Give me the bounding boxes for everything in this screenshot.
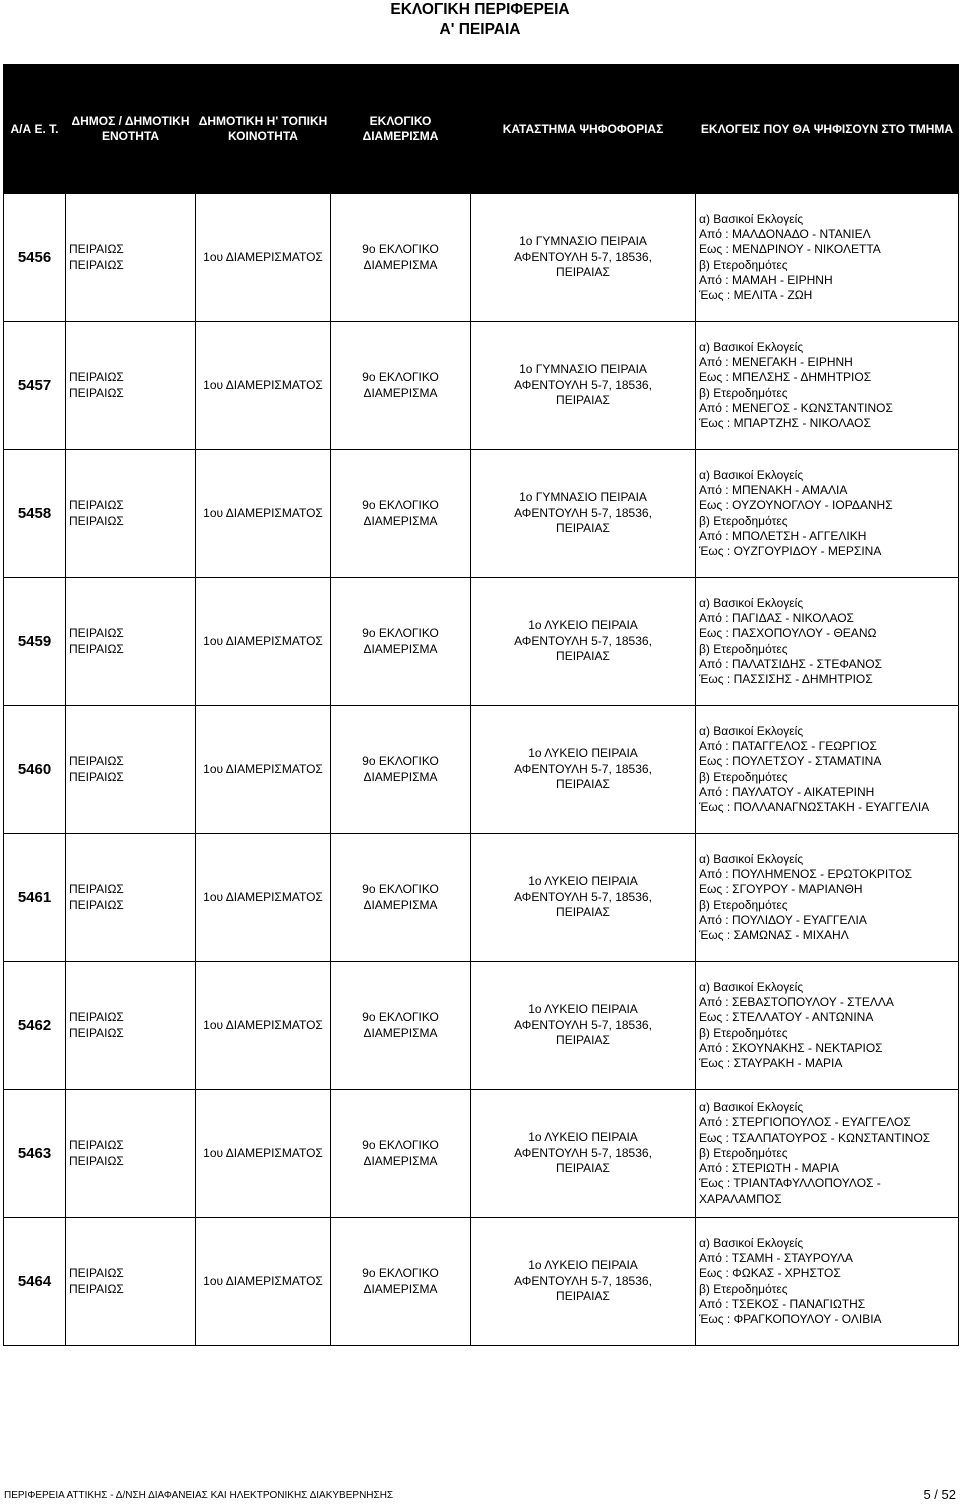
row-municipality (66, 706, 196, 834)
row-number: 5461 (4, 834, 66, 962)
table-header-row (4, 65, 959, 194)
voters-line: α) Βασικοί Εκλογείς (699, 723, 804, 738)
voters-line: β) Ετεροδημότες (699, 641, 788, 656)
table-row (4, 194, 959, 322)
row-municipality (66, 450, 196, 578)
voters-line: Έως : ΦΡΑΓΚΟΠΟΥΛΟΥ - ΟΛΙΒΙΑ (699, 1312, 882, 1327)
district-line-1: 9ο ΕΚΛΟΓΙΚΟ (362, 1138, 439, 1152)
voters-line: Από : ΣΕΒΑΣΤΟΠΟΥΛΟΥ - ΣΤΕΛΛΑ (699, 994, 894, 1009)
station-city: ΠΕΙΡΑΙΑΣ (556, 1033, 610, 1048)
municipality-line-2: ΠΕΙΡΑΙΩΣ (69, 897, 124, 912)
row-municipality (66, 578, 196, 706)
header-municipality (66, 65, 196, 194)
voters-line: Εως : ΣΓΟΥΡΟΥ - ΜΑΡΙΑΝΘΗ (699, 882, 863, 897)
station-city: ΠΕΙΡΑΙΑΣ (556, 521, 610, 536)
station-name: 1ο ΓΥΜΝΑΣΙΟ ΠΕΙΡΑΙΑ (519, 234, 647, 249)
voters-line: β) Ετεροδημότες (699, 1281, 788, 1296)
municipality-line-2: ΠΕΙΡΑΙΩΣ (69, 1153, 124, 1168)
row-station (471, 578, 696, 706)
station-name: 1ο ΛΥΚΕΙΟ ΠΕΙΡΑΙΑ (528, 1002, 638, 1017)
table-row (4, 578, 959, 706)
title-line-2: Α' ΠΕΙΡΑΙΑ (439, 21, 521, 38)
row-community: 1ου ΔΙΑΜΕΡΙΣΜΑΤΟΣ (196, 1218, 331, 1346)
district-line-2: ΔΙΑΜΕΡΙΣΜΑ (363, 513, 438, 528)
station-address: ΑΦΕΝΤΟΥΛΗ 5-7, 18536, (514, 377, 652, 392)
station-city: ΠΕΙΡΑΙΑΣ (556, 905, 610, 920)
voters-line: β) Ετεροδημότες (699, 1145, 788, 1160)
voters-line: α) Βασικοί Εκλογείς (699, 339, 804, 354)
row-station (471, 322, 696, 450)
header-station: ΚΑΤΑΣΤΗΜΑ ΨΗΦΟΦΟΡΙΑΣ (471, 65, 696, 194)
voters-line: Από : ΜΑΛΔΟΝΑΔΟ - ΝΤΑΝΙΕΛ (699, 226, 871, 241)
municipality-line-1: ΠΕΙΡΑΙΩΣ (69, 754, 124, 768)
header-community (196, 65, 331, 194)
municipality-line-2: ΠΕΙΡΑΙΩΣ (69, 1281, 124, 1296)
row-community: 1ου ΔΙΑΜΕΡΙΣΜΑΤΟΣ (196, 578, 331, 706)
voters-line: Εως : ΤΣΑΛΠΑΤΟΥΡΟΣ - ΚΩΝΣΤΑΝΤΙΝΟΣ (699, 1130, 931, 1145)
station-city: ΠΕΙΡΑΙΑΣ (556, 777, 610, 792)
voters-line: β) Ετεροδημότες (699, 897, 788, 912)
municipality-line-2: ΠΕΙΡΑΙΩΣ (69, 385, 124, 400)
row-voters (696, 834, 959, 962)
voters-line: α) Βασικοί Εκλογείς (699, 595, 804, 610)
row-community: 1ου ΔΙΑΜΕΡΙΣΜΑΤΟΣ (196, 194, 331, 322)
station-name: 1ο ΛΥΚΕΙΟ ΠΕΙΡΑΙΑ (528, 1130, 638, 1145)
row-number: 5462 (4, 962, 66, 1090)
row-municipality (66, 322, 196, 450)
voters-line: Από : ΠΑΛΑΤΣΙΔΗΣ - ΣΤΕΦΑΝΟΣ (699, 656, 883, 671)
district-line-2: ΔΙΑΜΕΡΙΣΜΑ (363, 769, 438, 784)
row-municipality (66, 962, 196, 1090)
voters-line: α) Βασικοί Εκλογείς (699, 1099, 804, 1114)
voters-line: α) Βασικοί Εκλογείς (699, 211, 804, 226)
row-community: 1ου ΔΙΑΜΕΡΙΣΜΑΤΟΣ (196, 322, 331, 450)
voters-line: α) Βασικοί Εκλογείς (699, 1235, 804, 1250)
voters-line: Εως : ΜΠΕΛΣΗΣ - ΔΗΜΗΤΡΙΟΣ (699, 370, 872, 385)
voters-line: Έως : ΜΕΛΙΤΑ - ΖΩΗ (699, 288, 813, 303)
voters-line: β) Ετεροδημότες (699, 385, 788, 400)
municipality-line-1: ΠΕΙΡΑΙΩΣ (69, 242, 124, 256)
district-line-1: 9ο ΕΚΛΟΓΙΚΟ (362, 882, 439, 896)
row-station (471, 450, 696, 578)
row-community: 1ου ΔΙΑΜΕΡΙΣΜΑΤΟΣ (196, 1090, 331, 1218)
row-district (331, 450, 471, 578)
row-community: 1ου ΔΙΑΜΕΡΙΣΜΑΤΟΣ (196, 962, 331, 1090)
voters-line: Από : ΜΑΜΑΗ - ΕΙΡΗΝΗ (699, 272, 833, 287)
row-voters (696, 1090, 959, 1218)
municipality-line-2: ΠΕΙΡΑΙΩΣ (69, 513, 124, 528)
station-address: ΑΦΕΝΤΟΥΛΗ 5-7, 18536, (514, 889, 652, 904)
district-line-2: ΔΙΑΜΕΡΙΣΜΑ (363, 897, 438, 912)
district-line-2: ΔΙΑΜΕΡΙΣΜΑ (363, 257, 438, 272)
voters-line: Από : ΠΟΥΛΗΜΕΝΟΣ - ΕΡΩΤΟΚΡΙΤΟΣ (699, 866, 913, 881)
header-community-line-2: ΚΟΙΝΟΤΗΤΑ (228, 129, 298, 143)
station-city: ΠΕΙΡΑΙΑΣ (556, 1289, 610, 1304)
header-community-line-1: ΔΗΜΟΤΙΚΗ Η' ΤΟΠΙΚΗ (198, 114, 328, 128)
voters-line: Έως : ΠΟΛΛΑΝΑΓΝΩΣΤΑΚΗ - ΕΥΑΓΓΕΛΙΑ (699, 800, 930, 815)
header-aa: Α/Α Ε. Τ. (4, 65, 66, 194)
title-line-1: ΕΚΛΟΓΙΚΗ ΠΕΡΙΦΕΡΕΙΑ (390, 1, 570, 18)
voters-line: ΧΑΡΑΛΑΜΠΟΣ (699, 1191, 782, 1206)
district-line-1: 9ο ΕΚΛΟΓΙΚΟ (362, 1010, 439, 1024)
voters-line: Εως : ΣΤΕΛΛΑΤΟΥ - ΑΝΤΩΝΙΝΑ (699, 1010, 874, 1025)
voters-line: Έως : ΣΤΑΥΡΑΚΗ - ΜΑΡΙΑ (699, 1056, 843, 1071)
voters-line: Από : ΤΣΑΜΗ - ΣΤΑΥΡΟΥΛΑ (699, 1250, 853, 1265)
station-city: ΠΕΙΡΑΙΑΣ (556, 649, 610, 664)
voters-line: Από : ΤΣΕΚΟΣ - ΠΑΝΑΓΙΩΤΗΣ (699, 1296, 866, 1311)
row-municipality (66, 834, 196, 962)
row-station (471, 194, 696, 322)
table-row (4, 706, 959, 834)
municipality-line-1: ΠΕΙΡΑΙΩΣ (69, 626, 124, 640)
voters-line: Εως : ΦΩΚΑΣ - ΧΡΗΣΤΟΣ (699, 1266, 841, 1281)
voters-line: β) Ετεροδημότες (699, 1025, 788, 1040)
station-city: ΠΕΙΡΑΙΑΣ (556, 265, 610, 280)
row-municipality (66, 1090, 196, 1218)
municipality-line-2: ΠΕΙΡΑΙΩΣ (69, 257, 124, 272)
row-district (331, 194, 471, 322)
voters-line: α) Βασικοί Εκλογείς (699, 467, 804, 482)
district-line-2: ΔΙΑΜΕΡΙΣΜΑ (363, 1281, 438, 1296)
row-community: 1ου ΔΙΑΜΕΡΙΣΜΑΤΟΣ (196, 706, 331, 834)
row-number: 5458 (4, 450, 66, 578)
station-address: ΑΦΕΝΤΟΥΛΗ 5-7, 18536, (514, 505, 652, 520)
row-municipality (66, 1218, 196, 1346)
municipality-line-1: ΠΕΙΡΑΙΩΣ (69, 882, 124, 896)
voters-line: Εως : ΟΥΖΟΥΝΟΓΛΟΥ - ΙΟΡΔΑΝΗΣ (699, 498, 893, 513)
municipality-line-1: ΠΕΙΡΑΙΩΣ (69, 1010, 124, 1024)
station-name: 1ο ΛΥΚΕΙΟ ΠΕΙΡΑΙΑ (528, 874, 638, 889)
station-city: ΠΕΙΡΑΙΑΣ (556, 1161, 610, 1176)
municipality-line-2: ΠΕΙΡΑΙΩΣ (69, 1025, 124, 1040)
district-line-1: 9ο ΕΚΛΟΓΙΚΟ (362, 242, 439, 256)
voters-line: Από : ΜΠΟΛΕΤΣΗ - ΑΓΓΕΛΙΚΗ (699, 528, 867, 543)
voters-line: Έως : ΜΠΑΡΤΖΗΣ - ΝΙΚΟΛΑΟΣ (699, 416, 871, 431)
station-name: 1ο ΛΥΚΕΙΟ ΠΕΙΡΑΙΑ (528, 618, 638, 633)
table-row (4, 1218, 959, 1346)
row-district (331, 834, 471, 962)
table-row (4, 1090, 959, 1218)
municipality-line-2: ΠΕΙΡΑΙΩΣ (69, 769, 124, 784)
row-station (471, 1090, 696, 1218)
municipality-line-2: ΠΕΙΡΑΙΩΣ (69, 641, 124, 656)
row-voters (696, 1218, 959, 1346)
header-municipality-line-1: ΔΗΜΟΣ / ΔΗΜΟΤΙΚΗ (71, 114, 190, 128)
voters-line: Από : ΠΑΤΑΓΓΕΛΟΣ - ΓΕΩΡΓΙΟΣ (699, 738, 877, 753)
row-number: 5460 (4, 706, 66, 834)
row-district (331, 1090, 471, 1218)
row-district (331, 322, 471, 450)
row-community: 1ου ΔΙΑΜΕΡΙΣΜΑΤΟΣ (196, 834, 331, 962)
voters-line: Από : ΜΕΝΕΓΟΣ - ΚΩΝΣΤΑΝΤΙΝΟΣ (699, 400, 893, 415)
row-station (471, 834, 696, 962)
voters-line: Εως : ΜΕΝΔΡΙΝΟΥ - ΝΙΚΟΛΕΤΤΑ (699, 242, 881, 257)
row-station (471, 1218, 696, 1346)
row-number: 5457 (4, 322, 66, 450)
station-address: ΑΦΕΝΤΟΥΛΗ 5-7, 18536, (514, 249, 652, 264)
district-line-1: 9ο ΕΚΛΟΓΙΚΟ (362, 1266, 439, 1280)
station-name: 1ο ΓΥΜΝΑΣΙΟ ΠΕΙΡΑΙΑ (519, 362, 647, 377)
row-station (471, 962, 696, 1090)
page-number: 5 / 52 (923, 1487, 956, 1502)
district-line-1: 9ο ΕΚΛΟΓΙΚΟ (362, 754, 439, 768)
station-name: 1ο ΓΥΜΝΑΣΙΟ ΠΕΙΡΑΙΑ (519, 490, 647, 505)
voters-line: Από : ΠΟΥΛΙΔΟΥ - ΕΥΑΓΓΕΛΙΑ (699, 912, 867, 927)
voters-line: Από : ΜΕΝΕΓΑΚΗ - ΕΙΡΗΝΗ (699, 354, 853, 369)
voters-line: Από : ΣΚΟΥΝΑΚΗΣ - ΝΕΚΤΑΡΙΟΣ (699, 1040, 883, 1055)
voters-line: Από : ΣΤΕΡΙΩΤΗ - ΜΑΡΙΑ (699, 1161, 840, 1176)
station-city: ΠΕΙΡΑΙΑΣ (556, 393, 610, 408)
row-voters (696, 962, 959, 1090)
row-community: 1ου ΔΙΑΜΕΡΙΣΜΑΤΟΣ (196, 450, 331, 578)
row-district (331, 706, 471, 834)
station-name: 1ο ΛΥΚΕΙΟ ΠΕΙΡΑΙΑ (528, 1258, 638, 1273)
header-district: ΕΚΛΟΓΙΚΟ ΔΙΑΜΕΡΙΣΜΑ (331, 65, 471, 194)
station-name: 1ο ΛΥΚΕΙΟ ΠΕΙΡΑΙΑ (528, 746, 638, 761)
table-row (4, 962, 959, 1090)
voters-line: Έως : ΠΑΣΣΙΣΗΣ - ΔΗΜΗΤΡΙΟΣ (699, 672, 873, 687)
municipality-line-1: ΠΕΙΡΑΙΩΣ (69, 498, 124, 512)
voters-line: Εως : ΠΟΥΛΕΤΣΟΥ - ΣΤΑΜΑΤΙΝΑ (699, 754, 882, 769)
district-line-2: ΔΙΑΜΕΡΙΣΜΑ (363, 1025, 438, 1040)
district-line-1: 9ο ΕΚΛΟΓΙΚΟ (362, 498, 439, 512)
row-number: 5463 (4, 1090, 66, 1218)
district-line-2: ΔΙΑΜΕΡΙΣΜΑ (363, 385, 438, 400)
row-district (331, 578, 471, 706)
row-municipality (66, 194, 196, 322)
page-title (0, 0, 960, 40)
row-number: 5456 (4, 194, 66, 322)
row-number: 5459 (4, 578, 66, 706)
district-line-2: ΔΙΑΜΕΡΙΣΜΑ (363, 641, 438, 656)
row-voters (696, 578, 959, 706)
row-station (471, 706, 696, 834)
voters-line: Από : ΠΑΥΛΑΤΟΥ - ΑΙΚΑΤΕΡΙΝΗ (699, 784, 875, 799)
voters-line: Έως : ΤΡΙΑΝΤΑΦΥΛΛΟΠΟΥΛΟΣ - (699, 1176, 881, 1191)
district-line-1: 9ο ΕΚΛΟΓΙΚΟ (362, 626, 439, 640)
voters-line: β) Ετεροδημότες (699, 769, 788, 784)
station-address: ΑΦΕΝΤΟΥΛΗ 5-7, 18536, (514, 1273, 652, 1288)
row-number: 5464 (4, 1218, 66, 1346)
voters-line: β) Ετεροδημότες (699, 257, 788, 272)
header-municipality-line-2: ΕΝΟΤΗΤΑ (101, 129, 160, 143)
voters-line: Από : ΣΤΕΡΓΙΟΠΟΥΛΟΣ - ΕΥΑΓΓΕΛΟΣ (699, 1115, 911, 1130)
voters-line: α) Βασικοί Εκλογείς (699, 979, 804, 994)
row-district (331, 1218, 471, 1346)
voters-line: α) Βασικοί Εκλογείς (699, 851, 804, 866)
station-address: ΑΦΕΝΤΟΥΛΗ 5-7, 18536, (514, 633, 652, 648)
header-voters: ΕΚΛΟΓΕΙΣ ΠΟΥ ΘΑ ΨΗΦΙΣΟΥΝ ΣΤΟ ΤΜΗΜΑ (696, 65, 959, 194)
district-line-1: 9ο ΕΚΛΟΓΙΚΟ (362, 370, 439, 384)
voters-line: Από : ΠΑΓΙΔΑΣ - ΝΙΚΟΛΑΟΣ (699, 610, 854, 625)
row-voters (696, 194, 959, 322)
voters-line: β) Ετεροδημότες (699, 513, 788, 528)
municipality-line-1: ΠΕΙΡΑΙΩΣ (69, 1138, 124, 1152)
footer-organization: ΠΕΡΙΦΕΡΕΙΑ ΑΤΤΙΚΗΣ - Δ/ΝΣΗ ΔΙΑΦΑΝΕΙΑΣ ΚΑΙ ΗΛΕΚΤΡΟΝΙΚΗΣ ΔΙΑΚΥΒΕΡΝΗΣΗΣ (4, 1490, 394, 1501)
row-voters (696, 706, 959, 834)
row-district (331, 962, 471, 1090)
voters-line: Από : ΜΠΕΝΑΚΗ - ΑΜΑΛΙΑ (699, 482, 848, 497)
table-row (4, 834, 959, 962)
district-line-2: ΔΙΑΜΕΡΙΣΜΑ (363, 1153, 438, 1168)
station-address: ΑΦΕΝΤΟΥΛΗ 5-7, 18536, (514, 1145, 652, 1160)
station-address: ΑΦΕΝΤΟΥΛΗ 5-7, 18536, (514, 761, 652, 776)
municipality-line-1: ΠΕΙΡΑΙΩΣ (69, 1266, 124, 1280)
voters-line: Έως : ΟΥΖΓΟΥΡΙΔΟΥ - ΜΕΡΣΙΝΑ (699, 544, 882, 559)
polling-stations-table (3, 64, 959, 1346)
municipality-line-1: ΠΕΙΡΑΙΩΣ (69, 370, 124, 384)
table-row (4, 322, 959, 450)
row-voters (696, 322, 959, 450)
voters-line: Έως : ΣΑΜΩΝΑΣ - ΜΙΧΑΗΛ (699, 928, 849, 943)
voters-line: Εως : ΠΑΣΧΟΠΟΥΛΟΥ - ΘΕΑΝΩ (699, 626, 877, 641)
row-voters (696, 450, 959, 578)
station-address: ΑΦΕΝΤΟΥΛΗ 5-7, 18536, (514, 1017, 652, 1032)
table-row (4, 450, 959, 578)
